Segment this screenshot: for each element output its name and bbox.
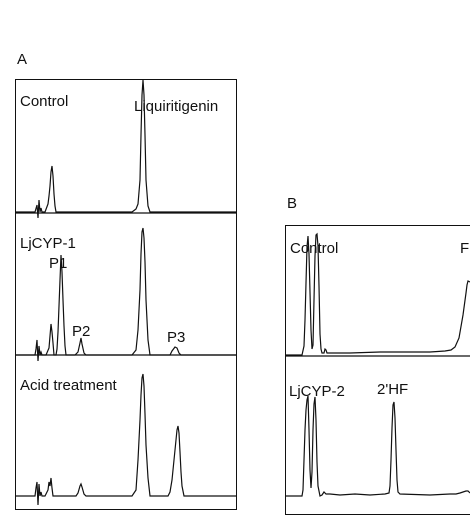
panel-b-letter: B [287, 195, 298, 212]
panel-b-trace-1-line [285, 234, 470, 355]
panel-b-trace-1-label: Control [290, 240, 339, 257]
panel-a-trace-2-line [15, 228, 237, 361]
panel-a-peak-p3-label: P3 [167, 329, 186, 346]
panel-a-trace-3-label: Acid treatment [20, 377, 117, 394]
panel-b-peak-f-label: F [460, 240, 470, 257]
panel-a-trace-2-label: LjCYP-1 [20, 235, 76, 252]
panel-a-peak-p1-label: P1 [49, 255, 68, 272]
panel-a-peak-liquiritigenin-label: Liquiritigenin [134, 98, 219, 115]
panel-b-trace-2-line [285, 396, 470, 496]
panel-a-trace-3-line [15, 374, 237, 505]
panel-a-trace-1-line [15, 80, 237, 218]
panel-a-peak-p2-label: P2 [72, 323, 91, 340]
panel-b-trace-2-label: LjCYP-2 [289, 383, 345, 400]
panel-b-peak-2hf-label: 2'HF [377, 381, 409, 398]
panel-a-trace-1-label: Control [20, 93, 69, 110]
panel-a-letter: A [17, 51, 28, 68]
